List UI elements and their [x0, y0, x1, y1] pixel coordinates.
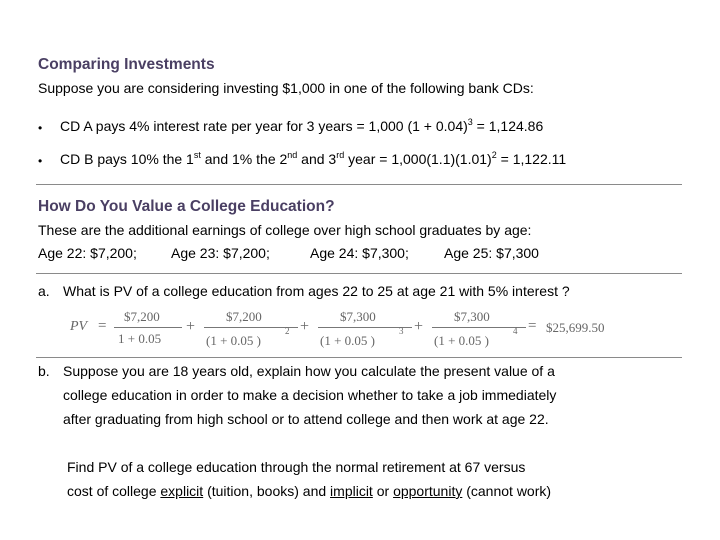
explicit-term: explicit — [160, 483, 204, 499]
formula-plus-3: + — [414, 318, 424, 335]
formula-pv-label: PV — [70, 319, 88, 334]
earnings-age-23: Age 23: $7,200; — [171, 245, 270, 261]
question-b-line-2: college education in order to make a decision whether to take a job immediately — [63, 387, 557, 403]
earnings-age-25: Age 25: $7,300 — [444, 245, 539, 261]
earnings-age-24: Age 24: $7,300; — [310, 245, 409, 261]
formula-numerator-1: $7,200 — [124, 309, 160, 324]
question-a-text: What is PV of a college education from ages 22 to 25 at age 21 with 5% interest ? — [63, 283, 570, 299]
divider-middle — [36, 273, 682, 274]
bullet-cd-a: CD A pays 4% interest rate per year for 3 years = 1,000 $(1 + 0.04)^3 = 1,124.86$ — [60, 117, 544, 134]
divider-bottom — [36, 357, 682, 358]
formula-denominator-2: (1 + 0.05 ) — [206, 333, 261, 348]
question-b-label: b. — [38, 363, 50, 379]
formula-numerator-2: $7,200 — [226, 309, 262, 324]
formula-result: $25,699.50 — [546, 320, 605, 335]
formula-exponent-3: 3 — [399, 326, 404, 336]
formula-exponent-4: 4 — [513, 326, 518, 336]
question-a-label: a. — [38, 283, 50, 299]
heading-college-education: How Do You Value a College Education? — [38, 198, 335, 215]
formula-equals: = — [98, 318, 107, 334]
formula-numerator-4: $7,300 — [454, 309, 490, 324]
formula-plus-1: + — [186, 318, 196, 335]
question-b-line-1: Suppose you are 18 years old, explain how you calculate the present value of a — [63, 363, 555, 379]
formula-denominator-1: 1 + 0.05 — [118, 331, 162, 346]
earnings-age-22: Age 22: $7,200; — [38, 245, 137, 261]
implicit-term: implicit — [330, 483, 373, 499]
divider-top — [36, 184, 682, 185]
formula-fraction-bar-4 — [432, 327, 526, 328]
find-pv-line-1: Find PV of a college education through the normal retirement at 67 versus — [67, 459, 526, 475]
formula-exponent-2: 2 — [285, 326, 290, 336]
formula-denominator-3: (1 + 0.05 ) — [320, 333, 375, 348]
formula-numerator-3: $7,300 — [340, 309, 376, 324]
heading-comparing-investments: Comparing Investments — [38, 56, 215, 73]
bullet-dot-icon: • — [38, 154, 43, 168]
intro-earnings-text: These are the additional earnings of college over high school graduates by age: — [38, 222, 532, 238]
formula-denominator-4: (1 + 0.05 ) — [434, 333, 489, 348]
formula-fraction-bar-3 — [318, 327, 412, 328]
formula-fraction-bar-1 — [114, 327, 182, 328]
formula-result-equals: = — [528, 318, 537, 334]
find-pv-line-2: cost of college explicit (tuition, books) and implicit or opportunity (cannot work) — [67, 483, 552, 499]
formula-fraction-bar-2 — [204, 327, 298, 328]
bullet-dot-icon: • — [38, 121, 43, 135]
bullet-cd-b: CD B pays 10% the 1st and 1% the 2nd and 3rd year = $1,000(1.1)(1.01)^2 = 1,122.11$ — [60, 150, 567, 167]
intro-cd-text: Suppose you are considering investing $1,000 in one of the following bank CDs: — [38, 80, 534, 96]
formula-plus-2: + — [300, 318, 310, 335]
question-b-line-3: after graduating from high school or to attend college and then work at age 22. — [63, 411, 549, 427]
opportunity-term: opportunity — [393, 483, 463, 499]
